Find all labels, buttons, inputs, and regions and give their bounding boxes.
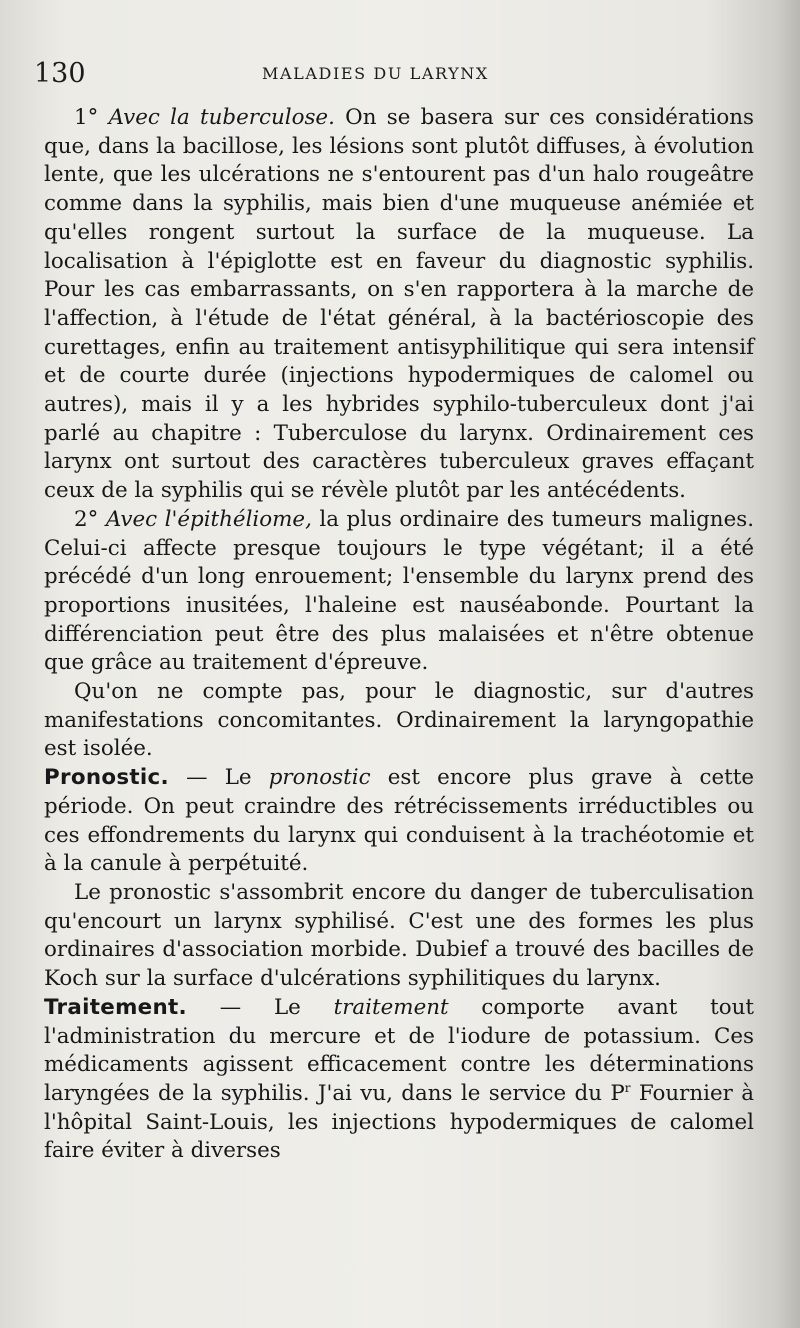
paragraph-text: Qu'on ne compte pas, pour le diagnostic, sur d'autres manifestations concomitantes. Ordinairement la laryngopathie est isolée. (44, 679, 754, 762)
dash-text: — Le (168, 765, 269, 791)
body-text (44, 104, 754, 1166)
paragraph-text: Le pronostic s'assombrit encore du danger de tuberculisation qu'encourt un larynx syphilisé. C'est une des formes les plus ordinaires d'association morbide. Dubief a trouvé des bacilles de Koch sur la surface d'ulcérations syphilitiques du larynx. (44, 879, 754, 992)
paragraph-traitement (44, 994, 754, 1166)
enum-1: 1° (74, 105, 109, 130)
section-heading-pronostic: Pronostic. (44, 765, 169, 791)
section-heading-traitement: Traitement. (44, 994, 187, 1020)
running-head: MALADIES DU LARYNX (262, 64, 489, 83)
paragraph-tuberculose (44, 104, 754, 506)
paragraph-pronostic (44, 764, 754, 879)
enum-2: 2° (74, 506, 106, 532)
page-number: 130 (34, 58, 86, 89)
subheading-epitheliome: Avec l'épithéliome, (105, 506, 312, 532)
paragraph-text: la plus ordinaire des tumeurs malignes. Celui-ci affecte presque toujours le type végétant; il a été précédé d'un long enrouement; l'ensemble du larynx prend des proportions inusitées, l'haleine est nauséabonde. Pourtant la différenciation peut être des plus malaisées et n'être obtenue que grâce au traitement d'épreuve. (44, 506, 755, 676)
dash-text: — Le (186, 994, 334, 1020)
paragraph-text: On se basera sur ces considérations que, dans la bacillose, les lésions sont plutôt diffuses, à évolution lente, que les ulcérations ne s'entourent pas d'un halo rougeâtre comme dans la syphilis, mais bien d'une muqueuse anémiée et qu'elles rongent surtout la surface de la muqueuse. La localisation à l'épiglotte est en faveur du diagnostic syphilis. Pour les cas embarrassants, on s'en rapportera à la marche de l'affection, à l'étude de l'état général, à la bactérioscopie des curettages, enfin au traitement antisyphilitique qui sera intensif et de courte durée (injections hypodermiques de calomel ou autres), mais il y a les hybrides syphilo-tuberculeux dont j'ai parlé au chapitre : Tuberculose du larynx. Ordinairement ces larynx ont surtout des caractères tuberculeux graves effaçant ceux de la syphilis qui se révèle plutôt par les antécédents. (44, 105, 754, 504)
paragraph-epitheliome (44, 506, 754, 678)
subheading-tuberculose: Avec la tuberculose. (108, 105, 335, 130)
paragraph-text: Fournier à l'hôpital Saint-Louis, les injections hypodermiques de calomel faire éviter à diverses (44, 1080, 755, 1164)
paragraph-text: est encore plus grave à cette période. On peut craindre des rétrécissements irréductibles ou ces effondrements du larynx qui conduisent à la trachéotomie et à la canule à perpétuité. (44, 765, 754, 877)
italic-term-pronostic: pronostic (268, 765, 371, 791)
paragraph-manifestations (44, 678, 754, 764)
paragraph-tuberculisation (44, 879, 754, 994)
italic-term-traitement: traitement (333, 994, 449, 1020)
paragraph-text: comporte avant tout l'administration du mercure et de l'iodure de potassium. Ces médicaments agissent efficacement contre les déterminations laryngées de la syphilis. J'ai vu, dans le service du P (44, 994, 754, 1106)
page-header (34, 58, 750, 92)
superscript-r: r (624, 1080, 631, 1095)
